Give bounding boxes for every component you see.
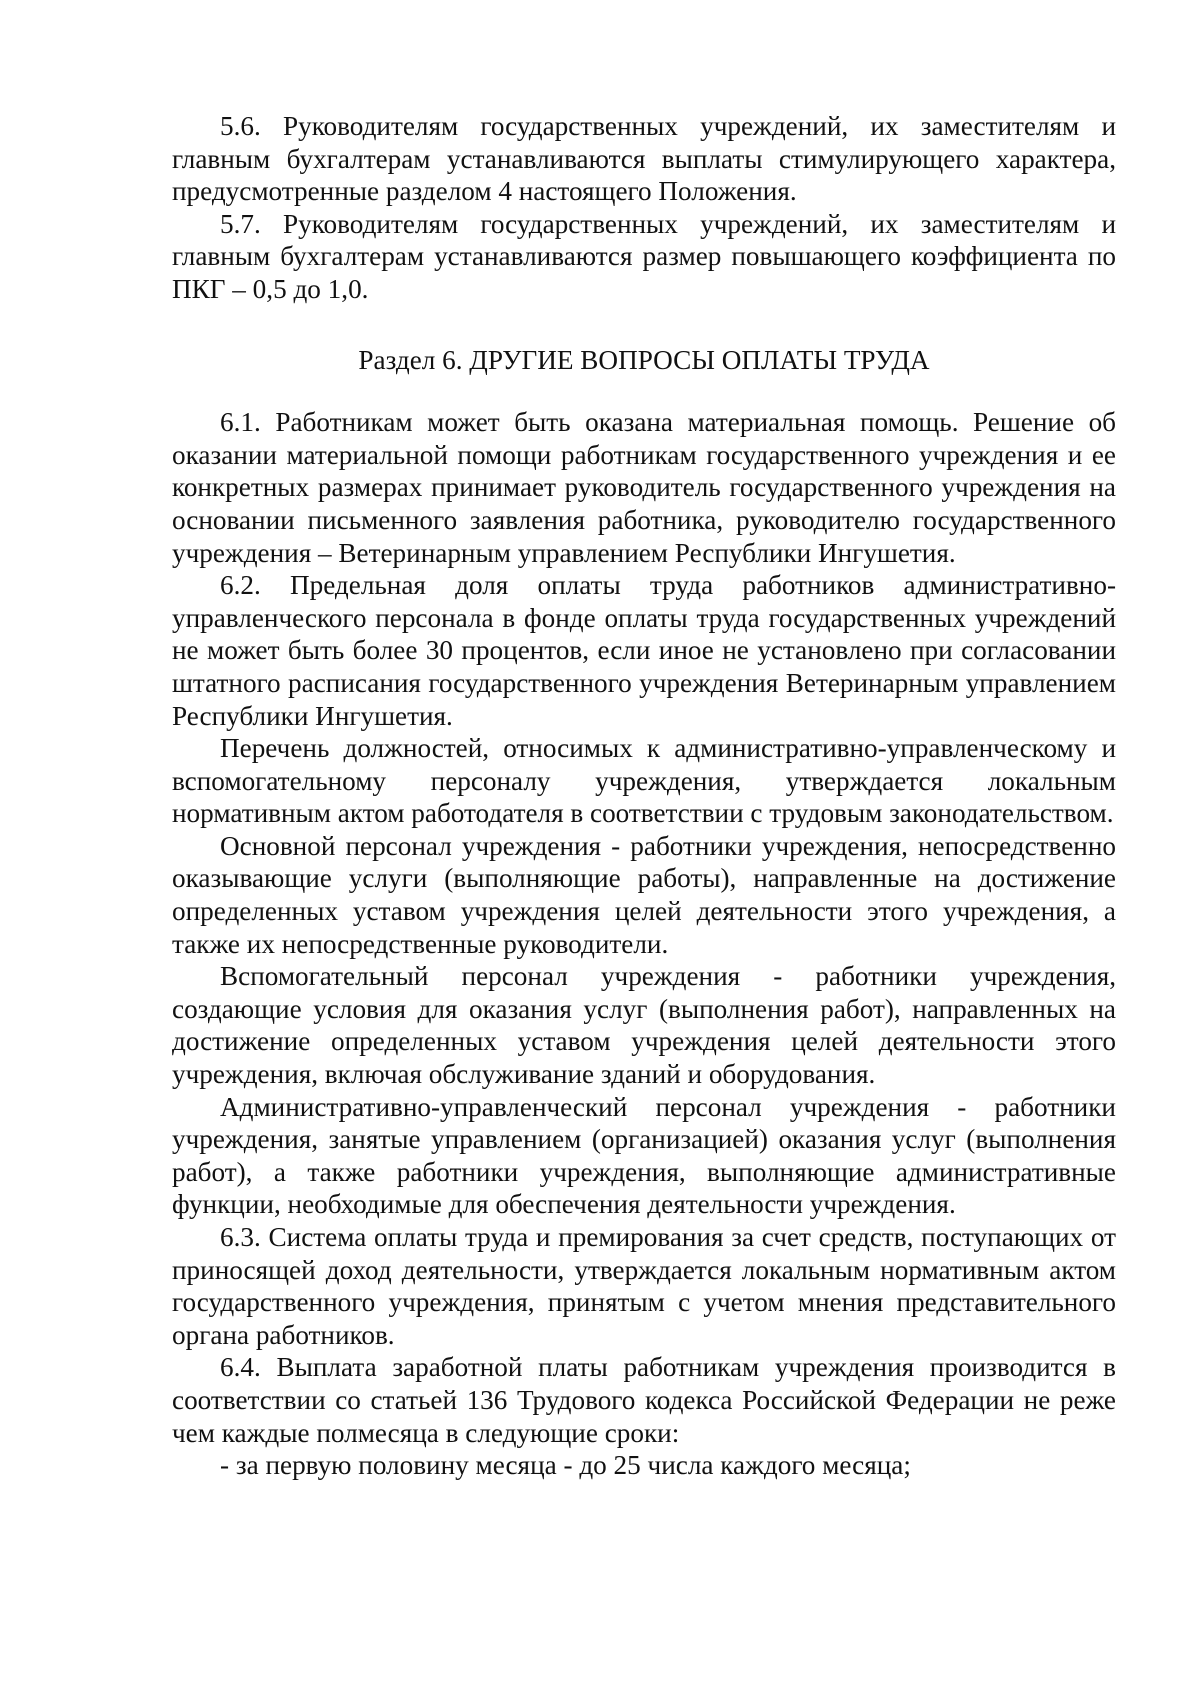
paragraph-positions-list: Перечень должностей, относимых к административно-управленческому и вспомогательному персоналу учреждения, утверждается локальным нормативным актом работодателя в соответствии с трудовым законодательством. [172, 733, 1116, 829]
paragraph-main-staff: Основной персонал учреждения - работники учреждения, непосредственно оказывающие услуги (выполняющие работы), направленные на достижение определенных уставом учреждения целей деятельности этого учреждения, а также их непосредственные руководители. [172, 830, 1116, 959]
paragraph-6-4: 6.4. Выплата заработной платы работникам учреждения производится в соответствии со статьей 136 Трудового кодекса Российской Федерации не реже чем каждые полмесяца в следующие сроки: [172, 1352, 1116, 1448]
paragraph-admin-staff: Административно-управленческий персонал учреждения - работники учреждения, занятые управлением (организацией) оказания услуг (выполнения работ), а также работники учреждения, выполняющие административные функции, необходимые для обеспечения деятельности учреждения. [172, 1091, 1116, 1220]
paragraph-6-1: 6.1. Работникам может быть оказана материальная помощь. Решение об оказании материальной помощи работникам государственного учреждения и ее конкретных размерах принимает руководитель государственного учреждения на основании письменного заявления работника, руководителю государственного учреждения – Ветеринарным управлением Республики Ингушетия. [172, 407, 1116, 568]
list-item-first-half-payment: - за первую половину месяца - до 25 числа каждого месяца; [220, 1450, 911, 1481]
paragraph-5-6: 5.6. Руководителям государственных учреждений, их заместителям и главным бухгалтерам устанавливаются выплаты стимулирующего характера, предусмотренные разделом 4 настоящего Положения. [172, 111, 1116, 207]
paragraph-5-7: 5.7. Руководителям государственных учреждений, их заместителям и главным бухгалтерам устанавливаются размер повышающего коэффициента по ПКГ – 0,5 до 1,0. [172, 208, 1116, 304]
paragraph-auxiliary-staff: Вспомогательный персонал учреждения - работники учреждения, создающие условия для оказания услуг (выполнения работ), направленных на достижение определенных уставом учреждения целей деятельности этого учреждения, включая обслуживание зданий и оборудования. [172, 961, 1116, 1090]
paragraph-6-2: 6.2. Предельная доля оплаты труда работников административно-управленческого персонала в фонде оплаты труда государственных учреждений не может быть более 30 процентов, если иное не установлено при согласовании штатного расписания государственного учреждения Ветеринарным управлением Республики Ингушетия. [172, 570, 1116, 731]
paragraph-6-3: 6.3. Система оплаты труда и премирования за счет средств, поступающих от приносящей доход деятельности, утверждается локальным нормативным актом государственного учреждения, принятым с учетом мнения представительного органа работников. [172, 1222, 1116, 1350]
section-heading: Раздел 6. ДРУГИЕ ВОПРОСЫ ОПЛАТЫ ТРУДА [358, 344, 930, 375]
document-body [172, 110, 1116, 1482]
